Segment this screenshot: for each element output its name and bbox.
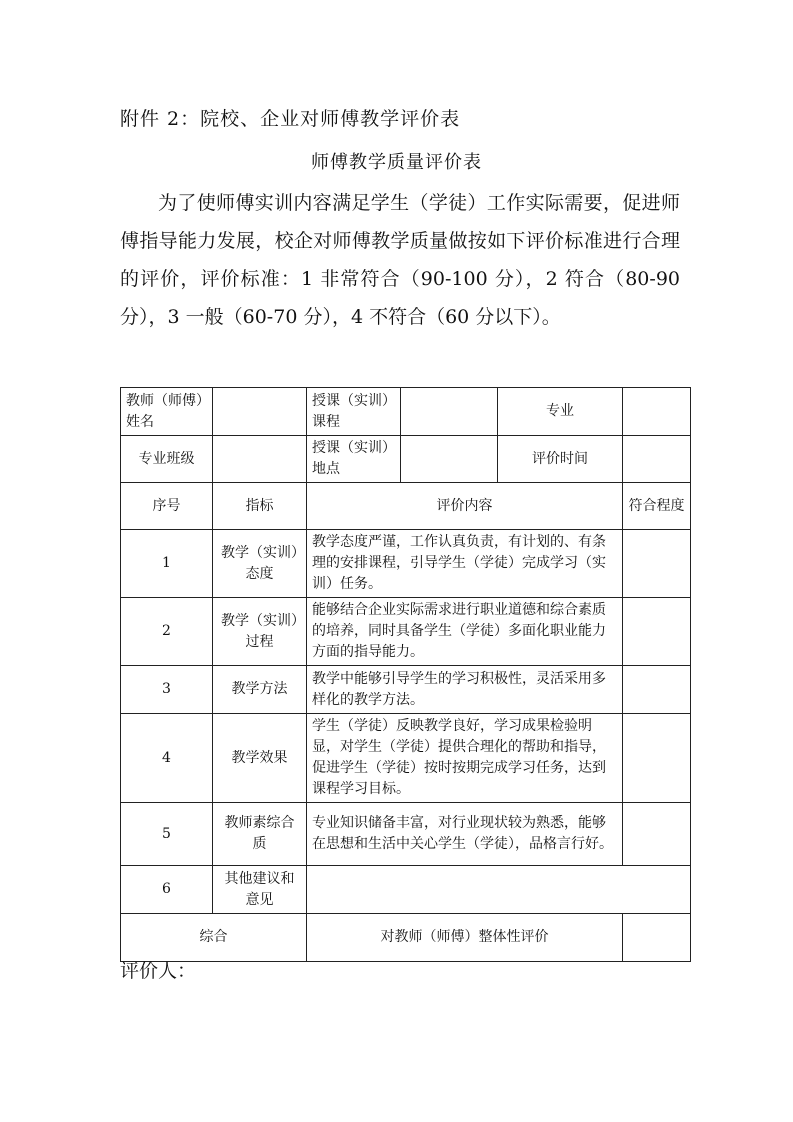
other-suggestions-input[interactable] <box>307 866 691 914</box>
course-label: 授课（实训）课程 <box>307 388 401 436</box>
row-indicator: 教学方法 <box>213 666 307 714</box>
row-content: 能够结合企业实际需求进行职业道德和综合素质的培养，同时具备学生（学徒）多面化职业能力方面的指导能力。 <box>307 598 623 666</box>
appendix-title: 附件 2：院校、企业对师傅教学评价表 <box>120 108 461 130</box>
other-no: 6 <box>121 866 213 914</box>
row-no: 3 <box>121 666 213 714</box>
overall-content: 对教师（师傅）整体性评价 <box>307 914 623 962</box>
row-content: 专业知识储备丰富，对行业现状较为熟悉，能够在思想和生活中关心学生（学徒），品格言行好。 <box>307 803 623 866</box>
row-content: 学生（学徒）反映教学良好，学习成果检验明显，对学生（学徒）提供合理化的帮助和指导，促进学生（学徒）按时按期完成学习任务，达到课程学习目标。 <box>307 714 623 803</box>
teacher-name-value[interactable] <box>213 388 307 436</box>
row-no: 2 <box>121 598 213 666</box>
row-conformity-cell[interactable] <box>623 530 691 598</box>
header-indicator: 指标 <box>213 483 307 530</box>
row-conformity-cell[interactable] <box>623 714 691 803</box>
row-indicator: 教学（实训）态度 <box>213 530 307 598</box>
row-indicator: 教师素综合质 <box>213 803 307 866</box>
table-row <box>121 666 691 714</box>
row-content: 教学中能够引导学生的学习积极性，灵活采用多样化的教学方法。 <box>307 666 623 714</box>
overall-row <box>121 914 691 962</box>
other-indicator: 其他建议和意见 <box>213 866 307 914</box>
location-label: 授课（实训）地点 <box>307 436 401 483</box>
teacher-name-label: 教师（师傅）姓名 <box>121 388 213 436</box>
header-content: 评价内容 <box>307 483 623 530</box>
table-row <box>121 598 691 666</box>
eval-time-label: 评价时间 <box>498 436 623 483</box>
eval-time-value[interactable] <box>623 436 691 483</box>
row-indicator: 教学效果 <box>213 714 307 803</box>
overall-label: 综合 <box>121 914 307 962</box>
row-conformity-cell[interactable] <box>623 598 691 666</box>
class-label: 专业班级 <box>121 436 213 483</box>
row-conformity-cell[interactable] <box>623 666 691 714</box>
row-content: 教学态度严谨，工作认真负责，有计划的、有条理的安排课程，引导学生（学徒）完成学习（实训）任务。 <box>307 530 623 598</box>
row-no: 1 <box>121 530 213 598</box>
evaluation-table <box>120 387 691 962</box>
overall-score-cell[interactable] <box>623 914 691 962</box>
row-conformity-cell[interactable] <box>623 803 691 866</box>
info-row-1 <box>121 388 691 436</box>
class-value[interactable] <box>213 436 307 483</box>
table-row <box>121 803 691 866</box>
header-no: 序号 <box>121 483 213 530</box>
evaluator-label: 评价人： <box>120 960 197 982</box>
intro-paragraph <box>120 184 680 336</box>
row-indicator: 教学（实训）过程 <box>213 598 307 666</box>
course-value[interactable] <box>401 388 498 436</box>
header-conformity: 符合程度 <box>623 483 691 530</box>
major-value[interactable] <box>623 388 691 436</box>
location-value[interactable] <box>401 436 498 483</box>
table-row <box>121 530 691 598</box>
row-no: 4 <box>121 714 213 803</box>
row-no: 5 <box>121 803 213 866</box>
header-row <box>121 483 691 530</box>
form-title: 师傅教学质量评价表 <box>311 152 482 173</box>
info-row-2 <box>121 436 691 483</box>
table-row <box>121 714 691 803</box>
intro-text: 为了使师傅实训内容满足学生（学徒）工作实际需要，促进师傅指导能力发展，校企对师傅教学质量做按如下评价标准进行合理的评价，评价标准：1 非常符合（90-100 分），2 符合（80-90 分），3 一般（60-70 分），4 不符合（60 分以下）。 <box>120 192 680 328</box>
other-suggestions-row <box>121 866 691 914</box>
major-label: 专业 <box>498 388 623 436</box>
